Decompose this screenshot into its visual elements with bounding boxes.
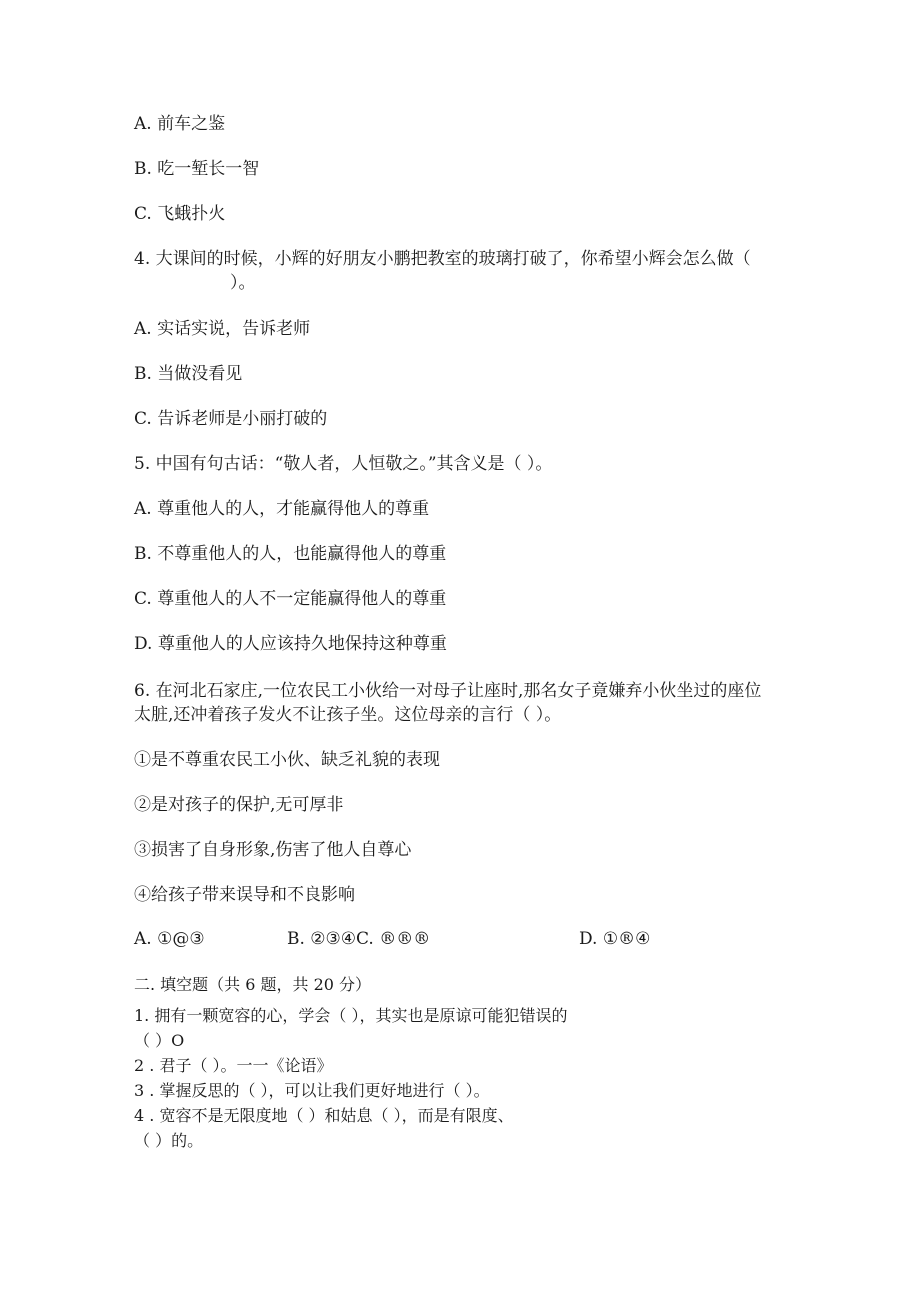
fill-q2: 2 . 君子（ ）。一一《论语》	[134, 1056, 333, 1075]
section2-heading: 二. 填空题（共 6 题，共 20 分）	[134, 975, 372, 994]
q6-option-bc: B. ②③④C. ®®®	[287, 929, 431, 949]
fill-q4-line2: （ ）的。	[134, 1131, 204, 1150]
q5-stem: 5. 中国有句古话：“敬人者，人恒敬之。”其含义是（ ）。	[134, 454, 553, 474]
q4-stem-line2: ）。	[230, 273, 256, 293]
q5-option-c: C. 尊重他人的人不一定能赢得他人的尊重	[134, 589, 447, 609]
q6-option-d: D. ①®④	[579, 929, 651, 949]
q6-stem-line2: 太脏,还冲着孩子发火不让孩子坐。这位母亲的言行（ ）。	[134, 705, 562, 725]
q4-option-c: C. 告诉老师是小丽打破的	[134, 409, 328, 429]
q6-statement-3: ③损害了自身形象,伤害了他人自尊心	[134, 840, 412, 860]
q3-option-c: C. 飞蛾扑火	[134, 204, 226, 224]
q3-option-a: A. 前车之鉴	[134, 114, 226, 134]
q4-option-a: A. 实话实说，告诉老师	[134, 319, 311, 339]
q6-statement-2: ②是对孩子的保护,无可厚非	[134, 795, 344, 815]
fill-q4-line1: 4 . 宽容不是无限度地（ ）和姑息（ ），而是有限度、	[134, 1106, 514, 1125]
q6-statement-1: ①是不尊重农民工小伙、缺乏礼貌的表现	[134, 750, 440, 770]
q5-option-d: D. 尊重他人的人应该持久地保持这种尊重	[134, 634, 447, 654]
q6-statement-4: ④给孩子带来误导和不良影响	[134, 885, 355, 905]
fill-q1-line1: 1. 拥有一颗宽容的心，学会（ ），其实也是原谅可能犯错误的	[134, 1006, 568, 1025]
q4-stem-line1: 4. 大课间的时候，小辉的好朋友小鹏把教室的玻璃打破了，你希望小辉会怎么做（	[134, 249, 751, 269]
q3-option-b: B. 吃一堑长一智	[134, 159, 260, 179]
fill-q1-line2: （ ）O	[134, 1031, 185, 1050]
q6-option-a: A. ①@③	[134, 929, 205, 949]
q4-option-b: B. 当做没看见	[134, 364, 243, 384]
fill-q3: 3 . 掌握反思的（ ），可以让我们更好地进行（ ）。	[134, 1081, 490, 1100]
q5-option-b: B. 不尊重他人的人，也能赢得他人的尊重	[134, 544, 447, 564]
q6-stem-line1: 6. 在河北石家庄,一位农民工小伙给一对母子让座时,那名女子竟嫌弃小伙坐过的座位	[134, 681, 762, 701]
q5-option-a: A. 尊重他人的人，才能赢得他人的尊重	[134, 499, 430, 519]
